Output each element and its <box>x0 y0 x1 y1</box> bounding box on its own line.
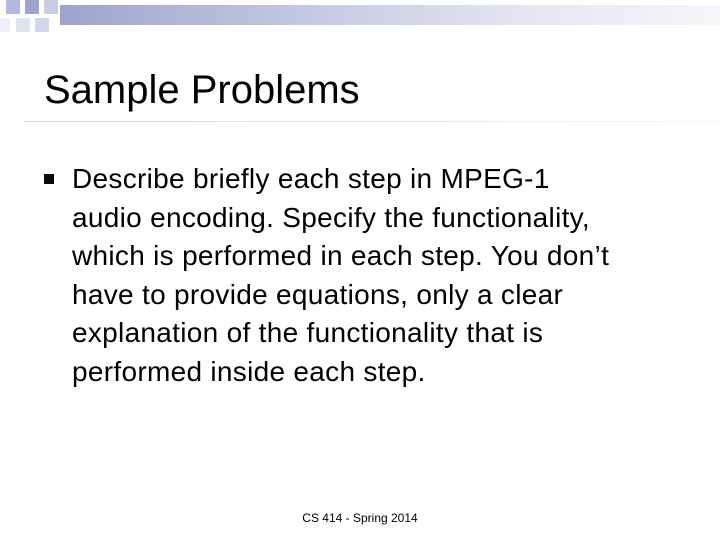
decorative-square <box>0 18 10 32</box>
banner-gradient-bar <box>60 5 720 25</box>
decorative-square <box>16 18 30 32</box>
title-divider <box>24 121 720 122</box>
slide-footer: CS 414 - Spring 2014 <box>302 511 418 525</box>
decorative-square <box>25 0 39 14</box>
filled-square-bullet-icon <box>44 174 54 184</box>
decorative-square <box>35 18 49 32</box>
decorative-square <box>6 0 20 14</box>
decorative-square <box>44 0 58 14</box>
bullet-text: Describe briefly each step in MPEG-1 audio encoding. Specify the functionality, which is performed in each step. You don’t have to provide equations, only a clear explanation of the functionality that is performed inside each step. <box>72 163 610 387</box>
slide-title: Sample Problems <box>44 68 360 112</box>
top-decorative-banner <box>0 0 720 30</box>
